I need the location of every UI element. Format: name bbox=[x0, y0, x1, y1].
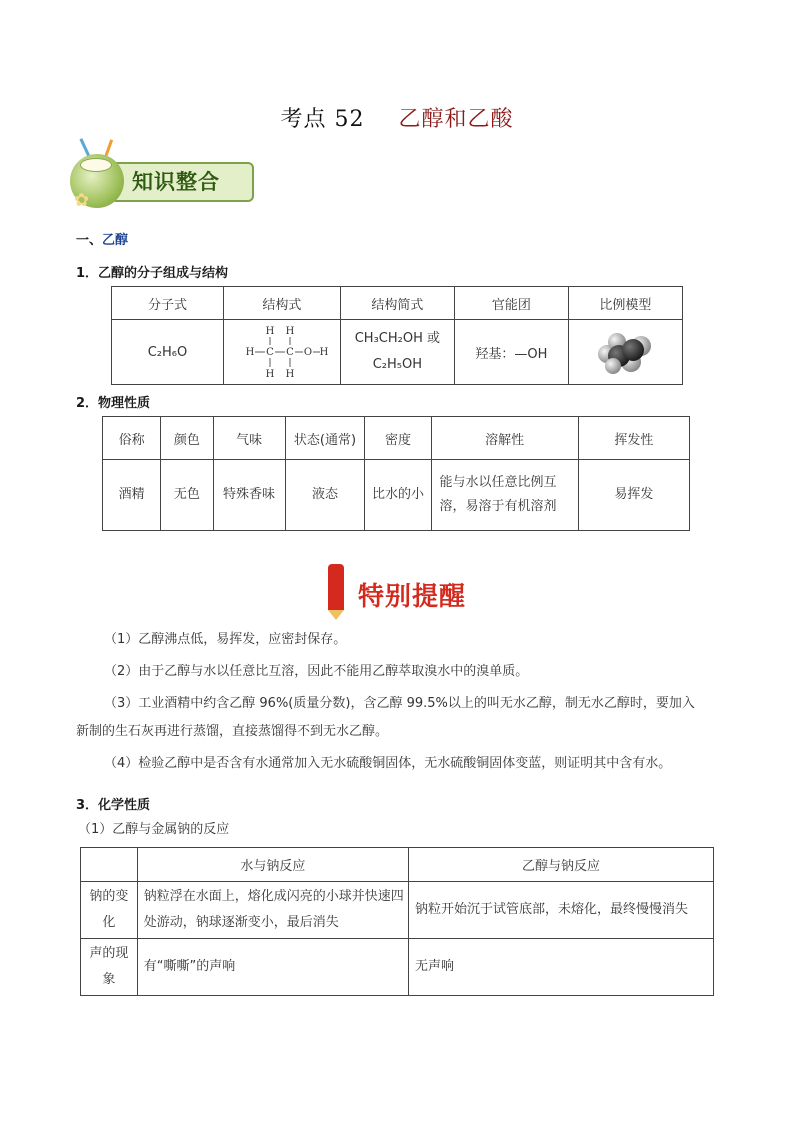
pencil-icon bbox=[328, 564, 344, 610]
subheading-composition: 1．乙醇的分子组成与结构 bbox=[76, 266, 229, 281]
table-cell: 钠粒开始沉于试管底部，未熔化，最终慢慢消失 bbox=[409, 882, 714, 939]
row-label: 声的现象 bbox=[81, 939, 138, 996]
header-cell bbox=[81, 848, 138, 882]
atom-label: H bbox=[285, 369, 295, 380]
table-row bbox=[103, 460, 690, 531]
table-row bbox=[81, 882, 714, 939]
page-title-number: 考点 52 bbox=[280, 107, 365, 132]
table-header-row bbox=[112, 287, 683, 320]
page-title-topic: 乙醇和乙酸 bbox=[398, 107, 514, 132]
special-reminder-banner bbox=[322, 560, 482, 620]
reminder-label: 特别提醒 bbox=[358, 582, 467, 612]
atom-label: H bbox=[319, 347, 329, 358]
table-cell: 特殊香味 bbox=[213, 460, 285, 531]
table-cell: 能与水以任意比例互溶，易溶于有机溶剂 bbox=[431, 460, 578, 531]
table-header-row bbox=[103, 417, 690, 460]
header-cell: 密度 bbox=[365, 417, 431, 460]
reminder-item: （2）由于乙醇与水以任意比互溶，因此不能用乙醇萃取溴水中的溴单质。 bbox=[104, 664, 529, 679]
page-title bbox=[0, 102, 794, 133]
table-row bbox=[81, 939, 714, 996]
badge-label: 知识整合 bbox=[132, 169, 220, 194]
structural-formula-diagram bbox=[232, 322, 332, 382]
sodium-reaction-table bbox=[80, 847, 714, 996]
atom-label: C bbox=[265, 347, 274, 358]
header-cell: 颜色 bbox=[161, 417, 213, 460]
table-cell: 无色 bbox=[161, 460, 213, 531]
row-label: 钠的变化 bbox=[81, 882, 138, 939]
header-cell: 状态(通常) bbox=[285, 417, 365, 460]
header-cell: 溶解性 bbox=[431, 417, 578, 460]
simple-formula-line: C₂H₅OH bbox=[372, 357, 423, 372]
header-cell: 官能团 bbox=[455, 287, 569, 320]
functional-group: 羟基：—OH bbox=[455, 320, 569, 385]
simple-formula-line: CH₃CH₂OH 或 bbox=[354, 331, 440, 346]
reminder-item: （3）工业酒精中约含乙醇 96%(质量分数)，含乙醇 99.5%以上的叫无水乙醇，制无水乙醇时，要加入 bbox=[104, 696, 695, 711]
molecular-formula: C₂H₆O bbox=[112, 320, 224, 385]
section-heading-ethanol bbox=[76, 229, 128, 248]
subheading-chemical: 3．化学性质 bbox=[76, 798, 151, 813]
section-prefix: 一、 bbox=[76, 233, 103, 248]
simple-formula-cell bbox=[340, 320, 454, 385]
table-header-row bbox=[81, 848, 714, 882]
atom-label: H bbox=[265, 369, 275, 380]
reminder-list bbox=[76, 626, 726, 778]
structure-table bbox=[111, 286, 683, 385]
atom-label: H bbox=[265, 326, 275, 337]
atom-label: O bbox=[303, 347, 312, 358]
model-cell bbox=[568, 320, 682, 385]
table-cell: 酒精 bbox=[103, 460, 161, 531]
atom-sphere bbox=[605, 358, 621, 374]
physical-properties-table bbox=[102, 416, 690, 531]
header-cell: 挥发性 bbox=[578, 417, 689, 460]
header-cell: 气味 bbox=[213, 417, 285, 460]
header-cell: 结构式 bbox=[223, 287, 340, 320]
coconut-top bbox=[80, 158, 112, 172]
table-cell: 易挥发 bbox=[578, 460, 689, 531]
table-cell: 比水的小 bbox=[365, 460, 431, 531]
atom-label: H bbox=[245, 347, 255, 358]
table-cell: 有“嘶嘶”的声响 bbox=[137, 939, 408, 996]
subheading-sodium-reaction: （1）乙醇与金属钠的反应 bbox=[78, 822, 230, 837]
table-row bbox=[112, 320, 683, 385]
atom-label: C bbox=[285, 347, 294, 358]
structural-formula-cell bbox=[223, 320, 340, 385]
reminder-item: （1）乙醇沸点低，易挥发，应密封保存。 bbox=[104, 632, 347, 647]
table-cell: 无声响 bbox=[409, 939, 714, 996]
atom-sphere bbox=[622, 339, 644, 361]
header-cell: 水与钠反应 bbox=[137, 848, 408, 882]
header-cell: 比例模型 bbox=[568, 287, 682, 320]
header-cell: 结构简式 bbox=[340, 287, 454, 320]
header-cell: 俗称 bbox=[103, 417, 161, 460]
knowledge-badge bbox=[70, 140, 255, 212]
table-cell: 钠粒浮在水面上，熔化成闪亮的小球并快速四处游动，钠球逐渐变小，最后消失 bbox=[137, 882, 408, 939]
table-cell: 液态 bbox=[285, 460, 365, 531]
reminder-item-continued: 新制的生石灰再进行蒸馏，直接蒸馏得不到无水乙醇。 bbox=[76, 724, 389, 739]
subheading-physical: 2．物理性质 bbox=[76, 396, 151, 411]
reminder-item: （4）检验乙醇中是否含有水通常加入无水硫酸铜固体，无水硫酸铜固体变蓝，则证明其中含有水。 bbox=[104, 756, 672, 771]
atom-label: H bbox=[285, 326, 295, 337]
flower-icon: ✿ bbox=[74, 190, 90, 211]
space-filling-model-icon bbox=[595, 330, 655, 374]
section-name: 乙醇 bbox=[102, 233, 129, 248]
header-cell: 乙醇与钠反应 bbox=[409, 848, 714, 882]
header-cell: 分子式 bbox=[112, 287, 224, 320]
